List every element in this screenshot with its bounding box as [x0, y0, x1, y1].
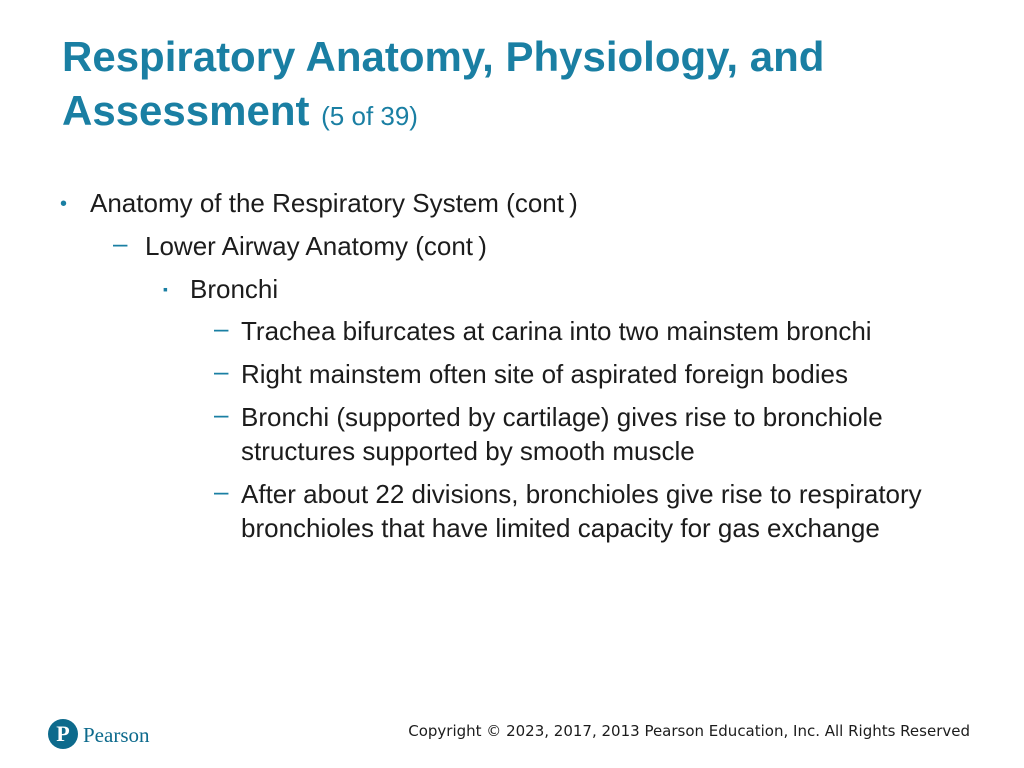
- bullet-text: Anatomy of the Respiratory System (cont ): [90, 188, 578, 218]
- dash-icon: –: [214, 313, 229, 343]
- bullet-level-1: [60, 186, 970, 220]
- slide-title: [62, 30, 962, 143]
- bullet-level-4: [214, 356, 971, 391]
- bullet-text: Right mainstem often site of aspirated foreign bodies: [241, 359, 849, 389]
- bullet-level-2: [113, 228, 975, 263]
- slide-title-text: Respiratory Anatomy, Physiology, and Assessment: [62, 33, 825, 134]
- bullet-text: Bronchi: [190, 274, 279, 304]
- bullet-text: After about 22 divisions, bronchioles give rise to respiratory bronchioles that have limited capacity for gas exchange: [241, 479, 922, 543]
- square-bullet-icon: ▪: [163, 281, 168, 297]
- dash-icon: –: [113, 228, 128, 258]
- slide-footer: [0, 710, 1024, 760]
- bullet-text: Lower Airway Anatomy (cont ): [145, 231, 487, 261]
- dash-icon: –: [214, 356, 229, 386]
- bullet-text: Bronchi (supported by cartilage) gives rise to bronchiole structures supported by smooth muscle: [241, 402, 883, 466]
- bullet-level-4: [214, 313, 971, 348]
- bullet-level-3: [163, 272, 980, 306]
- copyright-notice: Copyright © 2023, 2017, 2013 Pearson Education, Inc. All Rights Reserved: [408, 722, 970, 740]
- bullet-level-4: [214, 399, 971, 468]
- dash-icon: –: [214, 476, 229, 506]
- dash-icon: –: [214, 399, 229, 429]
- bullet-dot-icon: •: [60, 193, 68, 215]
- brand-name: Pearson: [83, 723, 150, 747]
- pearson-logo-icon: P: [48, 719, 78, 749]
- slide-counter: (5 of 39): [321, 101, 418, 131]
- bullet-level-4: [214, 476, 971, 545]
- bullet-text: Trachea bifurcates at carina into two mainstem bronchi: [241, 316, 872, 346]
